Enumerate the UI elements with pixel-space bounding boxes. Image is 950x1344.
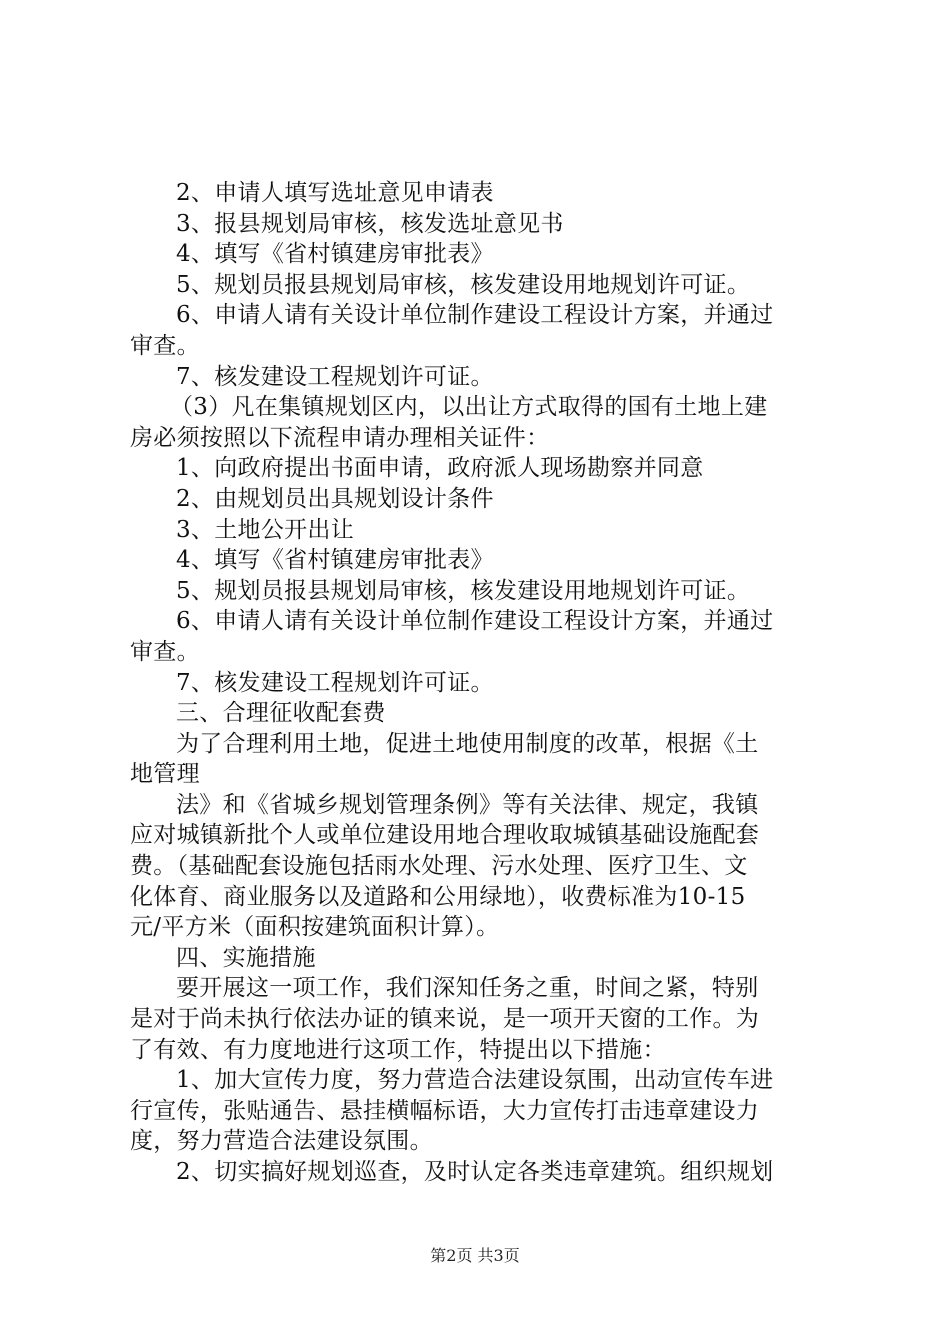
text-line: 2、切实搞好规划巡查，及时认定各类违章建筑。组织规划 (176, 1159, 774, 1185)
document-body (130, 178, 832, 1188)
text-line: 了有效、有力度地进行这项工作，特提出以下措施： (130, 1036, 666, 1063)
text-line: 要开展这一项工作，我们深知任务之重，时间之紧，特别 (176, 975, 759, 1002)
text-line: 元/平方米（面积按建筑面积计算）。 (130, 914, 500, 941)
text-line: 应对城镇新批个人或单位建设用地合理收取城镇基础设施配套 (130, 822, 760, 849)
text-line: 审查。 (130, 638, 200, 665)
text-line: 7、核发建设工程规划许可证。 (176, 363, 494, 390)
text-line: 2、申请人填写选址意见申请表 (176, 180, 494, 206)
text-line: （3）凡在集镇规划区内，以出让方式取得的国有土地上建 (170, 394, 768, 421)
text-line: 行宣传，张贴通告、悬挂横幅标语，大力宣传打击违章建设力 (130, 1097, 760, 1124)
text-line: 四、实施措施 (176, 944, 316, 971)
page-footer (0, 1243, 950, 1266)
text-line: 1、向政府提出书面申请，政府派人现场勘察并同意 (176, 455, 704, 482)
text-line: 6、申请人请有关设计单位制作建设工程设计方案，并通过 (176, 302, 774, 329)
text-line: 5、规划员报县规划局审核，核发建设用地规划许可证。 (176, 271, 751, 298)
text-line: 6、申请人请有关设计单位制作建设工程设计方案，并通过 (176, 608, 774, 635)
text-line: 化体育、商业服务以及道路和公用绿地），收费标准为10-15 (130, 883, 746, 910)
text-line: 法》和《省城乡规划管理条例》等有关法律、规定，我镇 (176, 791, 759, 818)
text-line: 2、由规划员出具规划设计条件 (176, 485, 494, 512)
text-line: 4、填写《省村镇建房审批表》 (176, 547, 494, 574)
page-number-label: 第2页 共3页 (430, 1246, 520, 1265)
text-line: 费。（基础配套设施包括雨水处理、污水处理、医疗卫生、文 (130, 853, 748, 880)
text-line: 是对于尚未执行依法办证的镇来说，是一项开天窗的工作。为 (130, 1006, 760, 1033)
text-line: 房必须按照以下流程申请办理相关证件： (130, 424, 550, 451)
text-line: 1、加大宣传力度，努力营造合法建设氛围，出动宣传车进 (176, 1067, 774, 1094)
text-line: 3、报县规划局审核，核发选址意见书 (176, 210, 564, 237)
text-line: 4、填写《省村镇建房审批表》 (176, 241, 494, 268)
text-line: 度，努力营造合法建设氛围。 (130, 1128, 433, 1155)
text-line: 5、规划员报县规划局审核，核发建设用地规划许可证。 (176, 577, 751, 604)
text-line: 地管理 (130, 761, 200, 788)
text-line: 3、土地公开出让 (176, 516, 355, 543)
text-line: 为了合理利用土地，促进土地使用制度的改革，根据《土 (176, 730, 759, 757)
text-line: 7、核发建设工程规划许可证。 (176, 669, 494, 696)
text-line: 三、合理征收配套费 (176, 700, 386, 727)
text-line: 审查。 (130, 332, 200, 359)
